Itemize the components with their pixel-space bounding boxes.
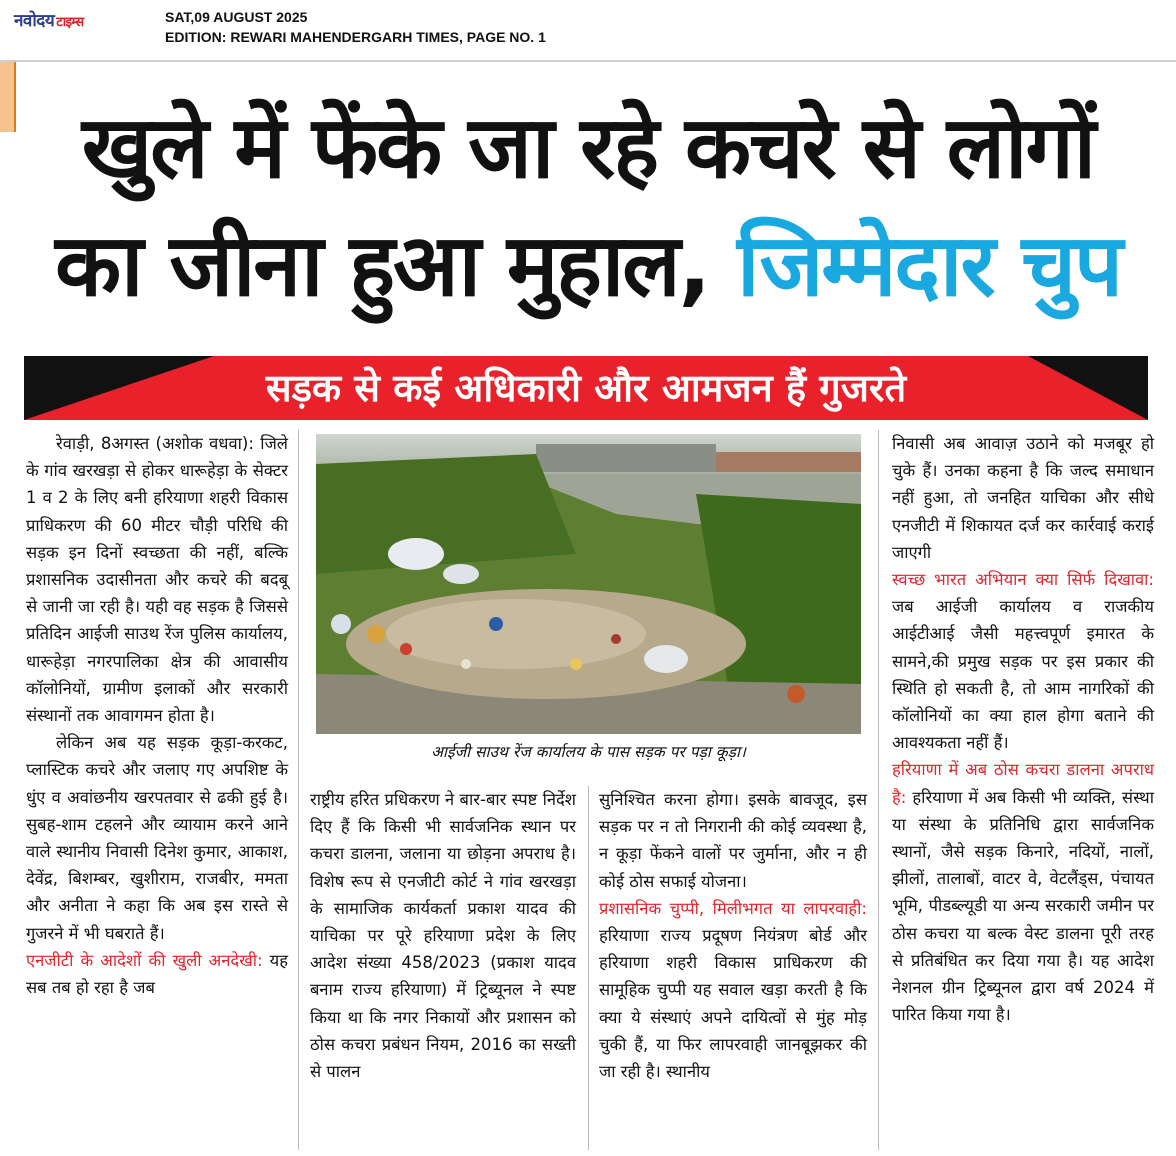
paragraph: लेकिन अब यह सड़क कूड़ा-करकट, प्लास्टिक कचरे और जलाए गए अपशिष्ट के धुंए व अवांछनीय खरपतवार से ढकी हुई है। सुबह-शाम टहलने और व्यायाम करने आने वाले स्थानीय निवासी दिनेश कुमार, आकाश, देवेंद्र, बिशम्बर, खुशीराम, राजबीर, ममता और अनीता ने कहा कि अब इस रास्ते से गुजरने में भी घबराते हैं। — [26, 733, 288, 943]
masthead — [0, 0, 1176, 58]
column-divider — [298, 430, 299, 1150]
paragraph-text: हरियाणा में अब किसी भी व्यक्ति, संस्था या संस्था के प्रतिनिधि द्वारा सार्वजनिक स्थानों, जैसे सड़क किनारे, नदियों, नालों, झीलों, तालाबों, वाटर वे, वेटलैंड्स, पंचायत भूमि, पीडब्ल्यूडी या अन्य सरकारी जमीन पर ठोस कचरा या बल्क वेस्ट डालना पूरी तरह से प्रतिबंधित कर दिया गया है। यह आदेश नेशनल ग्रीन ट्रिब्यूनल द्वारा वर्ष 2024 में पारित किया गया है। — [892, 787, 1154, 1025]
article-column-1 — [26, 430, 288, 1001]
paragraph — [892, 756, 1154, 1028]
paragraph: सुनिश्चित करना होगा। इसके बावजूद, इस सड़क पर न तो निगरानी की कोई व्यवस्था है, न कूड़ा फेंकने वालों पर जुर्माना, और न ही कोई ठोस सफाई योजना। — [599, 790, 867, 891]
paragraph-text: जब आईजी कार्यालय व राजकीय आईटीआई जैसी महत्त्वपूर्ण इमारत के सामने,की प्रमुख सड़क पर इस प्रकार की स्थिति हो सकती है, तो आम नागरिकों की कॉलोनियों का क्या हाल होगा बताने की आवश्यकता नहीं हैं। — [892, 597, 1154, 753]
paragraph: रेवाड़ी, 8अगस्त (अशोक वधवा): जिले के गांव खरखड़ा से होकर धारूहेड़ा के सेक्टर 1 व 2 के लिए बनी हरियाणा शहरी विकास प्राधिकरण की 60 मीटर चौड़ी परिधि की सड़क इन दिनों स्वच्छता की नहीं, बल्कि प्रशासनिक उदासीनता और कचरे की बदबू से जानी जा रही है। यही वह सड़क है जिससे प्रतिदिन आईजी साउथ रेंज पुलिस कार्यालय, धारूहेड़ा नगरपालिका क्षेत्र की आवासीय कॉलोनियों, ग्रामीण इलाकों और सरकारी संस्थानों तक आवागमन होता है। — [26, 434, 288, 726]
headline-accent: जिम्मेदार चुप — [737, 216, 1121, 316]
paragraph — [892, 566, 1154, 756]
logo-sub-text: टाइम्स — [56, 15, 84, 30]
headline-line-1: खुले में फेंके जा रहे कचरे से लोगों — [81, 98, 1095, 198]
edition-line: EDITION: REWARI MAHENDERGARH TIMES, PAGE NO. 1 — [165, 29, 546, 45]
column-divider — [878, 430, 879, 1150]
headline-line-2 — [0, 214, 1176, 318]
article-column-4 — [892, 430, 1154, 1028]
edition-info — [165, 7, 546, 47]
garbage-roadside-image — [316, 434, 861, 734]
header-divider — [0, 60, 1176, 62]
column-divider — [588, 786, 589, 1150]
paragraph — [26, 947, 288, 1001]
article-column-3 — [599, 786, 867, 1085]
paragraph — [599, 895, 867, 1085]
issue-date: SAT,09 AUGUST 2025 — [165, 9, 308, 25]
photo-caption: आईजी साउथ रेंज कार्यालय के पास सड़क पर पड़ा कूड़ा। — [431, 743, 746, 761]
newspaper-logo — [14, 8, 84, 31]
subheading: स्वच्छ भारत अभियान क्या सिर्फ दिखावा: — [892, 570, 1154, 590]
article-column-2 — [310, 786, 576, 1085]
paragraph: निवासी अब आवाज़ उठाने को मजबूर हो चुके हैं। उनका कहना है कि जल्द समाधान नहीं हुआ, तो जनहित याचिका और सीधे एनजीटी में शिकायत दर्ज कर कार्रवाई कराई जाएगी — [892, 434, 1154, 562]
subheadline: सड़क से कई अधिकारी और आमजन हैं गुजरते — [265, 366, 907, 410]
subheading: एनजीटी के आदेशों की खुली अनदेखी: — [26, 950, 263, 970]
logo-main-text: नवोदय — [14, 11, 55, 31]
paragraph: राष्ट्रीय हरित प्रधिकरण ने बार-बार स्पष्ट निर्देश दिए हैं कि किसी भी सार्वजनिक स्थान पर कचरा डालना, जलाना या छोड़ना अपराध है। विशेष रूप से एनजीटी कोर्ट ने गांव खरखड़ा के सामाजिक कार्यकर्ता प्रकाश यादव की याचिका पर पूरे हरियाणा प्रदेश के लिए आदेश संख्या 458/2023 (प्रकाश यादव बनाम राज्य हरियाणा) में ट्रिब्यूनल ने स्पष्ट किया था कि नगर निकायों और प्रशासन को ठोस कचरा प्रबंधन नियम, 2016 का सख्ती से पालन — [310, 790, 576, 1082]
subheading: हरियाणा में अब ठोस कचरा डालना अपराध है: — [892, 760, 1154, 807]
headline-main: का जीना हुआ मुहाल, — [55, 216, 710, 316]
subheadline-ribbon — [24, 356, 1148, 420]
paragraph-text: यह सब तब हो रहा है जब — [26, 950, 288, 998]
paragraph-text: हरियाणा राज्य प्रदूषण नियंत्रण बोर्ड और हरियाणा शहरी विकास प्राधिकरण की सामूहिक चुप्पी यह सवाल खड़ा करती है कि क्या ये संस्थाएं अपने दायित्वों से मुंह मोड़ चुकी हैं, या फिर लापरवाही जानबूझकर की जा रही है। स्थानीय — [599, 926, 867, 1082]
news-photo — [316, 434, 861, 734]
subheading: प्रशासनिक चुप्पी, मिलीभगत या लापरवाही: — [599, 898, 867, 918]
